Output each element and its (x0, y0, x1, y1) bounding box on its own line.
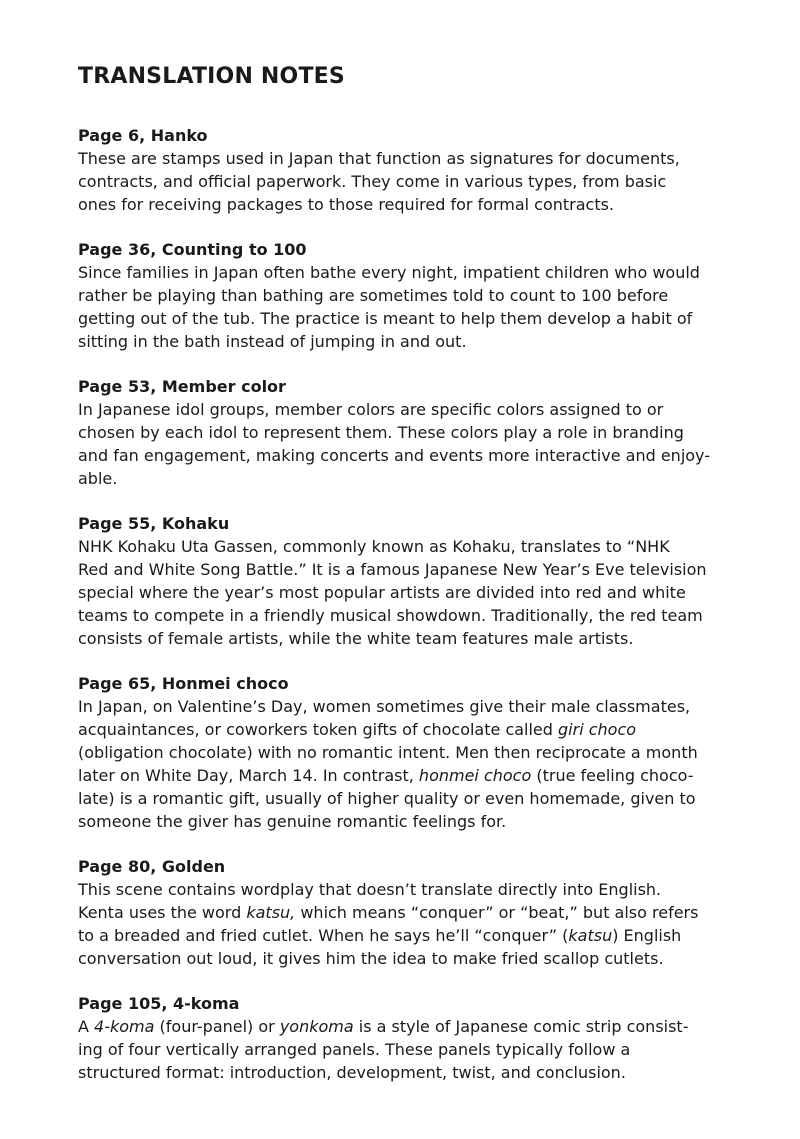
translation-note (78, 124, 758, 216)
note-heading: Page 65, Honmei choco (78, 674, 289, 693)
translation-note (78, 855, 758, 970)
note-italic-term: katsu, (246, 903, 296, 922)
note-heading: Page 36, Counting to 100 (78, 240, 307, 259)
note-heading: Page 80, Golden (78, 857, 226, 876)
notes-list (78, 124, 758, 1084)
note-text: These are stamps used in Japan that function as signatures for documents, contracts, and official paperwork. They come in various types, from basic ones for receiving packages to those required for formal contracts. (78, 149, 680, 214)
translation-note (78, 375, 758, 490)
note-body (78, 878, 758, 970)
note-body (78, 1015, 758, 1084)
translation-note (78, 672, 758, 833)
note-text: Since families in Japan often bathe every night, impatient children who would rather be playing than bathing are sometimes told to count to 100 before getting out of the tub. The practice is meant to help them develop a habit of sitting in the bath instead of jumping in and out. (78, 263, 700, 351)
note-text: (four-panel) or (154, 1017, 280, 1036)
note-text: (true feeling choco- late) is a romantic gift, usually of higher quality or even homemade, given to someone the giver has genuine romantic feelings for. (78, 766, 696, 831)
note-italic-term: honmei choco (418, 766, 532, 785)
note-body (78, 147, 758, 216)
note-text: A (78, 1017, 95, 1036)
note-heading: Page 6, Hanko (78, 126, 208, 145)
translation-note (78, 992, 758, 1084)
note-text: (obligation chocolate) with no romantic intent. Men then reciprocate a month later on White Day, March 14. In contrast, (78, 743, 698, 785)
note-italic-term: katsu (568, 926, 613, 945)
note-body (78, 398, 758, 490)
translation-note (78, 238, 758, 353)
note-body (78, 695, 758, 833)
note-text: is a style of Japanese comic strip consist- ing of four vertically arranged panels. These panels typically follow a structured format: introduction, development, twist, and conclusion. (78, 1017, 689, 1082)
page-title: TRANSLATION NOTES (78, 64, 345, 89)
note-body (78, 535, 758, 650)
note-heading: Page 53, Member color (78, 377, 286, 396)
note-text: which means “conquer” or “beat,” but also refers to a breaded and fried cutlet. When he says he’ll “conquer” ( (78, 903, 699, 945)
note-heading: Page 55, Kohaku (78, 514, 230, 533)
note-heading: Page 105, 4-koma (78, 994, 240, 1013)
note-italic-term: 4-koma (94, 1017, 155, 1036)
note-body (78, 261, 758, 353)
note-text: This scene contains wordplay that doesn’t translate directly into English. Kenta uses the word (78, 880, 662, 922)
note-italic-term: giri choco (558, 720, 637, 739)
note-text: NHK Kohaku Uta Gassen, commonly known as Kohaku, translates to “NHK Red and White Song Battle.” It is a famous Japanese New Year’s Eve television special where the year’s most popular artists are divided into red and white teams to compete in a friendly musical showdown. Traditionally, the red team consists of female artists, while the white team features male artists. (78, 537, 707, 648)
note-text: In Japanese idol groups, member colors are specific colors assigned to or chosen by each idol to represent them. These colors play a role in branding and fan engagement, making concerts and events more interactive and enjoy- able. (78, 400, 711, 488)
note-text: ) English conversation out loud, it gives him the idea to make fried scallop cutlets. (78, 926, 682, 968)
translation-note (78, 512, 758, 650)
note-italic-term: yonkoma (279, 1017, 354, 1036)
document-page (78, 62, 758, 1106)
note-text: In Japan, on Valentine’s Day, women sometimes give their male classmates, acquaintances, or coworkers token gifts of chocolate called (78, 697, 691, 739)
